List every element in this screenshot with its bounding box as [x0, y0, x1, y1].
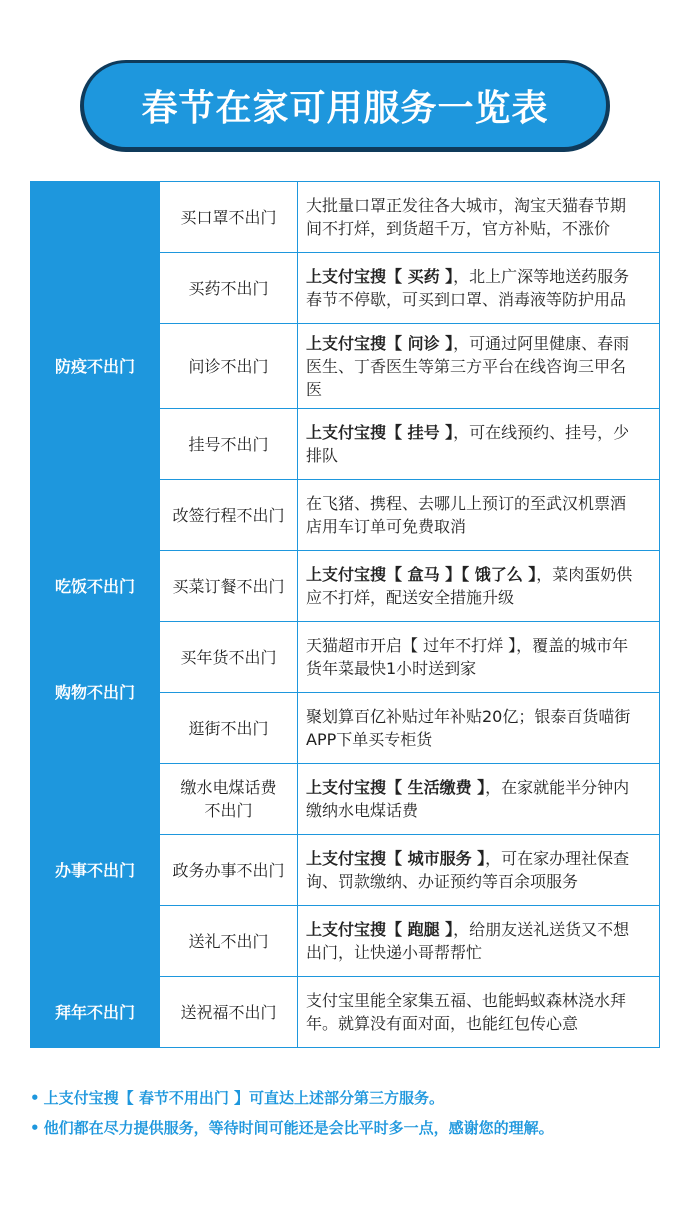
- service-cell: 买年货不出门: [160, 622, 298, 693]
- service-cell: [160, 764, 298, 835]
- table-row: [31, 182, 660, 253]
- description-line: [306, 799, 651, 822]
- category-cell: 防疫不出门: [31, 182, 160, 551]
- description-cell: [298, 977, 660, 1048]
- description-text: 医: [306, 379, 323, 399]
- services-table: [30, 181, 660, 1048]
- keyword-text: 上支付宝搜【 生活缴费 】: [306, 778, 486, 797]
- footnote: [30, 1083, 670, 1113]
- description-text: 年。就算没有面对面，也能红包传心意: [306, 1014, 579, 1033]
- keyword-text: 上支付宝搜【 买药 】: [306, 267, 454, 286]
- category-cell: 拜年不出门: [31, 977, 160, 1048]
- description-cell: [298, 622, 660, 693]
- description-text: ，在家就能半分钟内: [485, 778, 630, 797]
- description-text: 天猫超市开启【 过年不打烊 】，覆盖的城市年: [306, 636, 629, 655]
- description-line: [306, 705, 651, 728]
- bullet-icon: •: [30, 1119, 40, 1137]
- description-text: APP下单买专柜货: [306, 730, 433, 749]
- description-cell: [298, 693, 660, 764]
- service-cell: 挂号不出门: [160, 409, 298, 480]
- title-banner: [80, 60, 610, 152]
- keyword-text: 上支付宝搜【 盒马 】【 饿了么 】: [306, 565, 537, 584]
- description-cell: [298, 253, 660, 324]
- table-row: [31, 622, 660, 693]
- description-line: [306, 989, 651, 1012]
- description-line: [306, 421, 651, 444]
- description-line: [306, 918, 651, 941]
- description-text: ，可在家办理社保查: [485, 849, 630, 868]
- service-cell: 逛街不出门: [160, 693, 298, 764]
- description-line: [306, 586, 651, 609]
- description-line: [306, 194, 651, 217]
- description-cell: [298, 324, 660, 409]
- description-text: 在飞猪、携程、去哪儿上预订的至武汉机票酒: [306, 494, 627, 513]
- description-text: ，可通过阿里健康、春雨: [453, 333, 630, 353]
- description-text: 间不打烊，到货超千万，官方补贴，不涨价: [306, 219, 611, 238]
- footnote: [30, 1113, 670, 1143]
- service-line: 缴水电煤话费: [180, 778, 277, 797]
- footnote-text: 他们都在尽力提供服务，等待时间可能还是会比平时多一点，感谢您的理解。: [43, 1119, 554, 1137]
- description-text: ，可在线预约、挂号，少: [453, 423, 630, 442]
- description-line: [306, 444, 651, 467]
- keyword-text: 上支付宝搜【 挂号 】: [306, 423, 454, 442]
- description-cell: [298, 764, 660, 835]
- category-cell: 购物不出门: [31, 622, 160, 764]
- description-text: ，北上广深等地送药服务: [453, 267, 630, 286]
- table-row: [31, 764, 660, 835]
- description-line: [306, 332, 651, 355]
- description-text: 询、罚款缴纳、办证预约等百余项服务: [306, 872, 579, 891]
- description-text: 聚划算百亿补贴过年补贴20亿；银泰百货喵街: [306, 707, 631, 726]
- description-line: [306, 657, 651, 680]
- service-cell: 改签行程不出门: [160, 480, 298, 551]
- description-line: [306, 870, 651, 893]
- description-line: [306, 288, 651, 311]
- description-cell: [298, 835, 660, 906]
- description-line: [306, 776, 651, 799]
- service-line: 不出门: [204, 801, 253, 820]
- description-text: 应不打烊，配送安全措施升级: [306, 588, 515, 607]
- description-line: [306, 515, 651, 538]
- keyword-text: 上支付宝搜【 跑腿 】: [306, 920, 454, 939]
- bullet-icon: •: [30, 1089, 40, 1107]
- service-cell: 政务办事不出门: [160, 835, 298, 906]
- description-cell: [298, 182, 660, 253]
- description-cell: [298, 551, 660, 622]
- description-line: [306, 847, 651, 870]
- description-cell: [298, 906, 660, 977]
- service-cell: 买菜订餐不出门: [160, 551, 298, 622]
- description-line: [306, 355, 651, 378]
- description-line: [306, 563, 651, 586]
- keyword-text: 上支付宝搜【 城市服务 】: [306, 849, 486, 868]
- footnotes: [30, 1083, 670, 1143]
- description-text: ，给朋友送礼送货又不想: [453, 920, 630, 939]
- description-text: 缴纳水电煤话费: [306, 801, 419, 820]
- footnote-text: 上支付宝搜【 春节不用出门 】可直达上述部分第三方服务。: [43, 1089, 445, 1107]
- title-pill: [84, 63, 606, 147]
- service-cell: 送礼不出门: [160, 906, 298, 977]
- service-cell: 买药不出门: [160, 253, 298, 324]
- description-text: 春节不停歇，可买到口罩、消毒液等防护用品: [306, 290, 627, 309]
- table-row: [31, 977, 660, 1048]
- description-cell: [298, 409, 660, 480]
- description-line: [306, 378, 651, 401]
- description-text: 排队: [306, 446, 339, 465]
- description-line: [306, 265, 651, 288]
- description-line: [306, 634, 651, 657]
- description-text: 支付宝里能全家集五福、也能蚂蚁森林浇水拜: [306, 991, 627, 1010]
- service-cell: 问诊不出门: [160, 324, 298, 409]
- description-line: [306, 217, 651, 240]
- description-line: [306, 728, 651, 751]
- service-cell: 送祝福不出门: [160, 977, 298, 1048]
- description-text: 店用车订单可免费取消: [306, 517, 467, 536]
- category-cell: 吃饭不出门: [31, 551, 160, 622]
- description-line: [306, 941, 651, 964]
- description-cell: [298, 480, 660, 551]
- description-text: 货年菜最快1小时送到家: [306, 659, 477, 678]
- keyword-text: 上支付宝搜【 问诊 】: [306, 333, 454, 353]
- service-cell: 买口罩不出门: [160, 182, 298, 253]
- table-row: [31, 551, 660, 622]
- description-text: 医生、丁香医生等第三方平台在线咨询三甲名: [306, 356, 627, 376]
- page-title: 春节在家可用服务一览表: [141, 87, 549, 129]
- description-line: [306, 1012, 651, 1035]
- description-text: ，菜肉蛋奶供: [536, 565, 633, 584]
- description-line: [306, 492, 651, 515]
- category-cell: 办事不出门: [31, 764, 160, 977]
- description-text: 出门，让快递小哥帮帮忙: [306, 943, 483, 962]
- description-text: 大批量口罩正发往各大城市，淘宝天猫春节期: [306, 196, 627, 215]
- services-table-body: [31, 182, 660, 1048]
